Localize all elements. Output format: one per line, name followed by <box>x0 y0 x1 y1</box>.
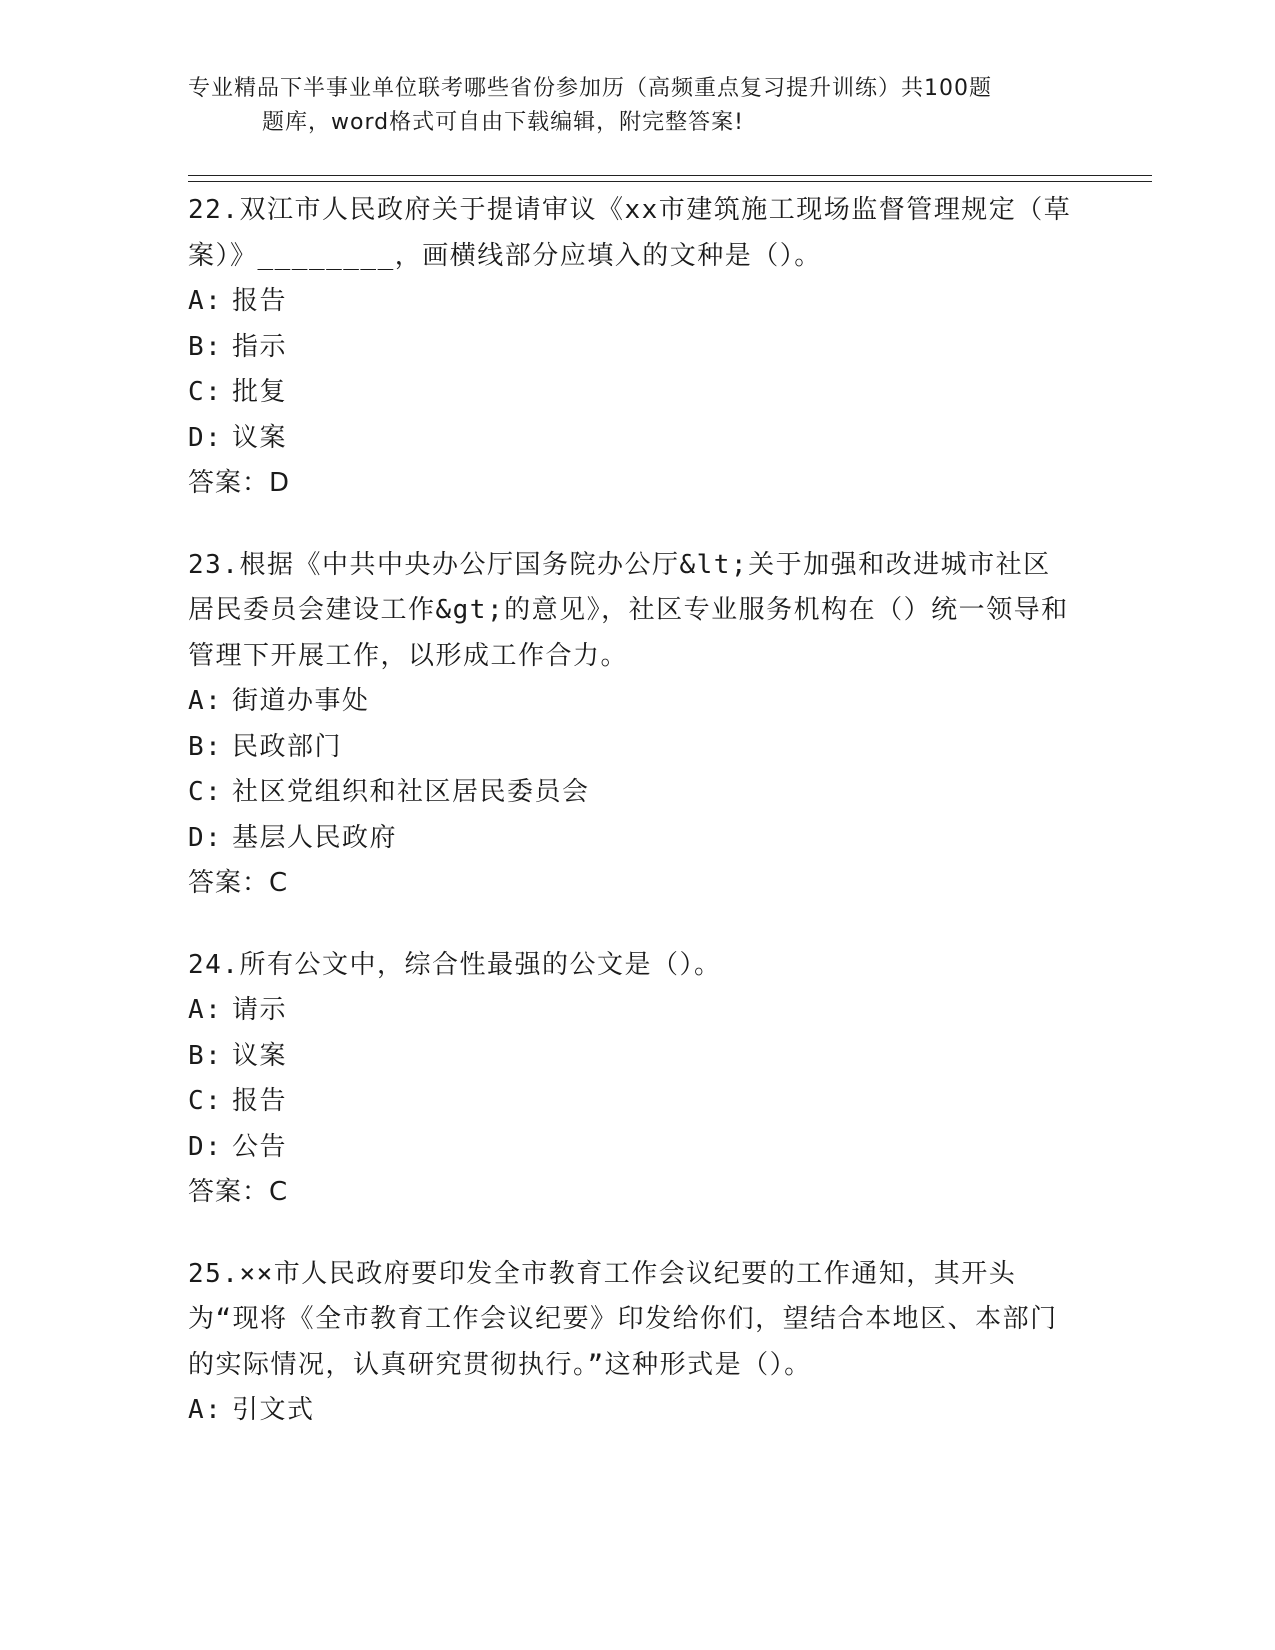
page-header <box>188 72 1068 140</box>
option-key: D: <box>188 822 223 853</box>
answer-line: 答案：D <box>188 468 291 498</box>
option-key: B: <box>188 1040 223 1071</box>
question-23 <box>188 543 1078 907</box>
option-b <box>188 725 1078 771</box>
option-key: C: <box>188 777 223 807</box>
option-key: B: <box>188 731 223 762</box>
question-22 <box>188 188 1078 507</box>
question-24 <box>188 943 1078 1216</box>
option-key: D: <box>188 1131 223 1162</box>
option-d <box>188 1125 1078 1171</box>
option-a <box>188 1388 1078 1434</box>
option-text: 议案 <box>232 1040 288 1071</box>
option-text: 报告 <box>232 1086 288 1116</box>
option-b <box>188 1034 1078 1080</box>
question-stem: 24.所有公文中，综合性最强的公文是（）。 <box>188 949 722 980</box>
option-text: 民政部门 <box>232 731 343 762</box>
option-c <box>188 770 1078 816</box>
option-text: 指示 <box>232 331 288 362</box>
option-text: 街道办事处 <box>232 686 370 716</box>
header-rule-bottom <box>188 181 1152 182</box>
option-a <box>188 988 1078 1034</box>
option-text: 引文式 <box>232 1395 315 1425</box>
option-key: A: <box>188 1395 223 1425</box>
option-text: 公告 <box>232 1131 288 1162</box>
option-key: A: <box>188 686 223 716</box>
option-key: B: <box>188 331 223 362</box>
option-text: 报告 <box>232 286 288 316</box>
question-25 <box>188 1252 1078 1434</box>
option-text: 请示 <box>232 995 288 1025</box>
option-key: A: <box>188 995 223 1025</box>
option-text: 议案 <box>232 422 288 453</box>
option-key: A: <box>188 286 223 316</box>
option-text: 批复 <box>232 377 288 407</box>
header-rule-top <box>188 175 1152 176</box>
answer-line: 答案：C <box>188 868 289 898</box>
option-key: C: <box>188 1086 223 1116</box>
option-a <box>188 679 1078 725</box>
option-key: D: <box>188 422 223 453</box>
question-list <box>188 188 1078 1470</box>
question-stem: 25.××市人民政府要印发全市教育工作会议纪要的工作通知，其开头为“现将《全市教育工作会议纪要》印发给你们，望结合本地区、本部门的实际情况，认真研究贯彻执行。”这种形式是（）。 <box>188 1258 1058 1380</box>
option-key: C: <box>188 377 223 407</box>
header-line-1: 专业精品下半事业单位联考哪些省份参加历（高频重点复习提升训练）共100题 <box>188 76 992 101</box>
option-c <box>188 1079 1078 1125</box>
header-line-2: 题库，word格式可自由下载编辑，附完整答案! <box>262 110 744 135</box>
option-c <box>188 370 1078 416</box>
option-d <box>188 416 1078 462</box>
option-text: 社区党组织和社区居民委员会 <box>232 777 590 807</box>
answer-line: 答案：C <box>188 1177 289 1207</box>
question-stem: 22.双江市人民政府关于提请审议《xx市建筑施工现场监督管理规定（草案）》________，画横线部分应填入的文种是（）。 <box>188 195 1072 271</box>
option-text: 基层人民政府 <box>232 822 398 853</box>
option-a <box>188 279 1078 325</box>
option-d <box>188 816 1078 862</box>
option-b <box>188 325 1078 371</box>
question-stem: 23.根据《中共中央办公厅国务院办公厅&lt;关于加强和改进城市社区居民委员会建设工作&gt;的意见》，社区专业服务机构在（）统一领导和管理下开展工作，以形成工作合力。 <box>188 549 1069 671</box>
